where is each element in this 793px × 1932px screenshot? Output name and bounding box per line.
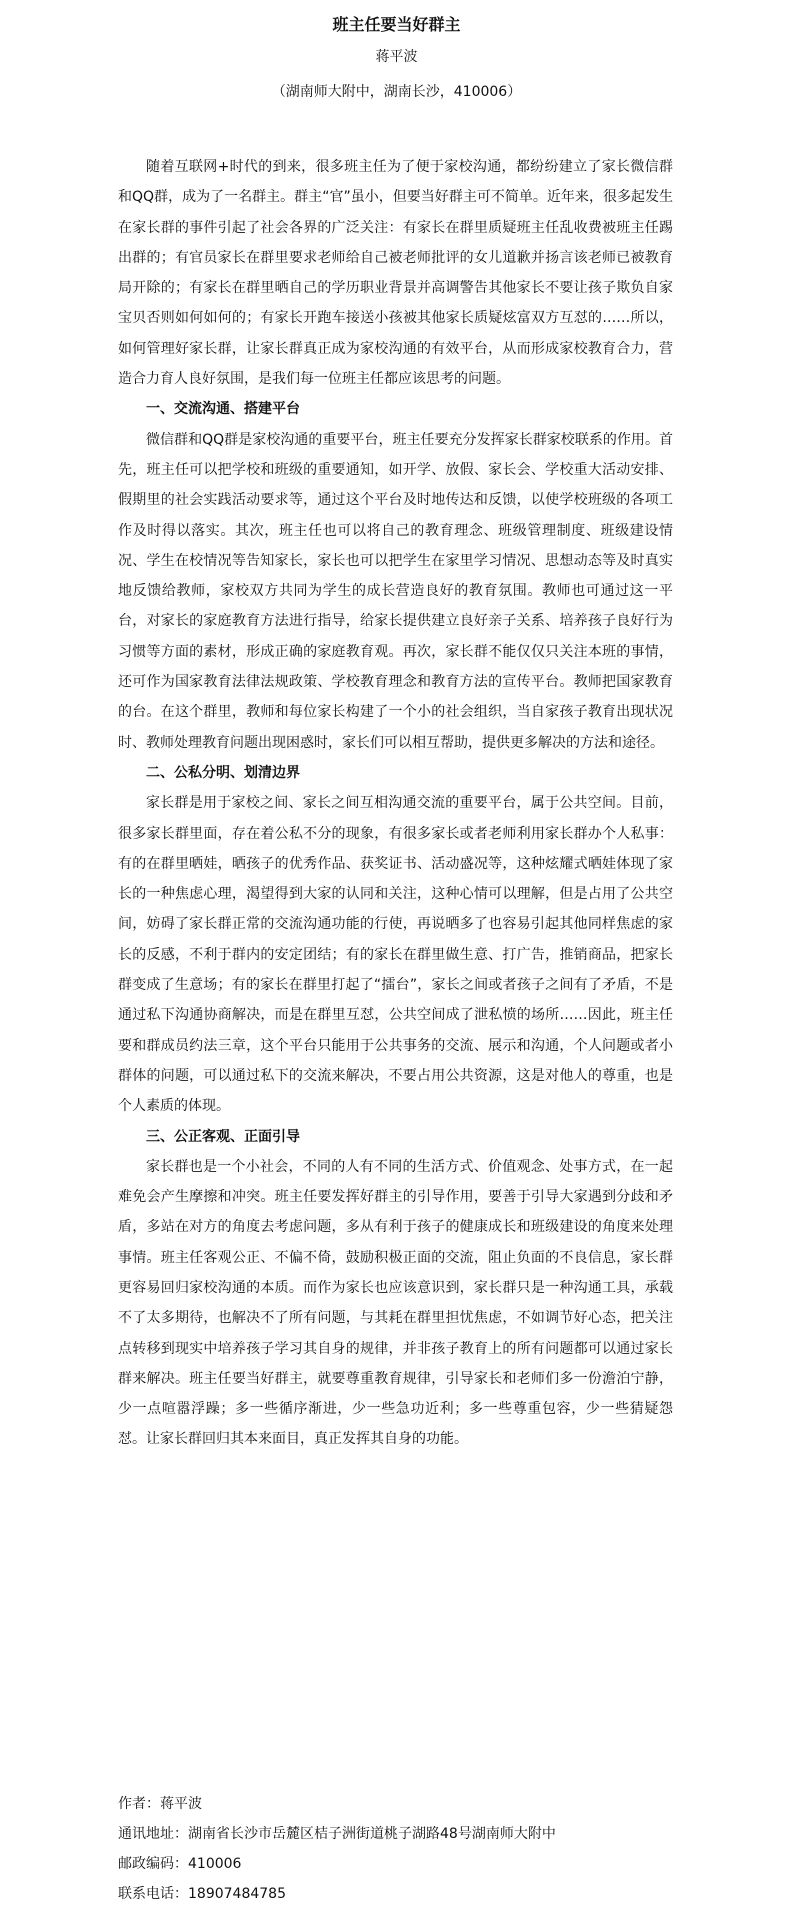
footer-phone-label: 联系电话：	[118, 1886, 188, 1902]
article-title: 班主任要当好群主	[332, 15, 461, 34]
footer-phone-value: 18907484785	[188, 1886, 286, 1902]
footer-address-line	[118, 1819, 738, 1849]
article-affiliation: （湖南师大附中，湖南长沙，410006）	[271, 84, 522, 100]
section-3-paragraph: 家长群也是一个小社会，不同的人有不同的生活方式、价值观念、处事方式，在一起难免会产生摩擦和冲突。班主任要发挥好群主的引导作用，要善于引导大家遇到分歧和矛盾，多站在对方的角度去考虑问题，多从有利于孩子的健康成长和班级建设的角度来处理事情。班主任客观公正、不偏不倚，鼓励积极正面的交流，阻止负面的不良信息，家长群更容易回归家校沟通的本质。而作为家长也应该意识到，家长群只是一种沟通工具，承载不了太多期待，也解决不了所有问题，与其耗在群里担忧焦虑，不如调节好心态，把关注点转移到现实中培养孩子学习其自身的规律，并非孩子教育上的所有问题都可以通过家长群来解决。班主任要当好群主，就要尊重教育规律，引导家长和老师们多一份澹泊宁静，少一点喧嚣浮躁；多一些循序渐进，少一些急功近利；多一些尊重包容，少一些猜疑怨怼。让家长群回归其本来面目，真正发挥其自身的功能。	[118, 1158, 673, 1448]
footer-postcode-value: 410006	[188, 1856, 242, 1872]
footer-phone-line	[118, 1879, 738, 1909]
footer-address-value: 湖南省长沙市岳麓区桔子洲街道桃子湖路48号湖南师大附中	[188, 1826, 556, 1842]
footer-postcode-line	[118, 1849, 738, 1879]
section-heading-2: 二、公私分明、划清边界	[146, 764, 300, 781]
section-1-paragraph: 微信群和QQ群是家校沟通的重要平台，班主任要充分发挥家长群家校联系的作用。首先，班主任可以把学校和班级的重要通知，如开学、放假、家长会、学校重大活动安排、假期里的社会实践活动要求等，通过这个平台及时地传达和反馈，以使学校班级的各项工作及时得以落实。其次，班主任也可以将自己的教育理念、班级管理制度、班级建设情况、学生在校情况等告知家长，家长也可以把学生在家里学习情况、思想动态等及时真实地反馈给教师，家校双方共同为学生的成长营造良好的教育氛围。教师也可通过这一平台，对家长的家庭教育方法进行指导，给家长提供建立良好亲子关系、培养孩子良好行为习惯等方面的素材，形成正确的家庭教育观。再次，家长群不能仅仅只关注本班的事情，还可作为国家教育法律法规政策、学校教育理念和教育方法的宣传平台。教师把国家教育的台。在这个群里，教师和每位家长构建了一个小的社会组织，当自家孩子教育出现状况时、教师处理教育问题出现困惑时，家长们可以相互帮助，提供更多解决的方法和途径。	[118, 431, 673, 751]
footer-author-line	[118, 1789, 738, 1819]
author-info	[118, 1789, 738, 1909]
footer-postcode-label: 邮政编码：	[118, 1856, 188, 1872]
footer-author-value: 蒋平波	[160, 1796, 202, 1812]
section-heading-1: 一、交流沟通、搭建平台	[146, 401, 300, 418]
article-body	[118, 152, 673, 1455]
section-2-paragraph: 家长群是用于家校之间、家长之间互相沟通交流的重要平台，属于公共空间。目前，很多家长群里面，存在着公私不分的现象，有很多家长或者老师利用家长群办个人私事：有的在群里晒娃，晒孩子的优秀作品、获奖证书、活动盛况等，这种炫耀式晒娃体现了家长的一种焦虑心理，渴望得到大家的认同和关注，这种心情可以理解，但是占用了公共空间，妨碍了家长群正常的交流沟通功能的行使，再说晒多了也容易引起其他同样焦虑的家长的反感，不利于群内的安定团结；有的家长在群里做生意、打广告，推销商品，把家长群变成了生意场；有的家长在群里打起了“擂台”，家长之间或者孩子之间有了矛盾，不是通过私下沟通协商解决，而是在群里互怼，公共空间成了泄私愤的场所……因此，班主任要和群成员约法三章，这个平台只能用于公共事务的交流、展示和沟通，个人问题或者小群体的问题，可以通过私下的交流来解决，不要占用公共资源，这是对他人的尊重，也是个人素质的体现。	[118, 795, 673, 1115]
intro-paragraph: 随着互联网+时代的到来，很多班主任为了便于家校沟通，都纷纷建立了家长微信群和QQ群，成为了一名群主。群主“官”虽小，但要当好群主可不简单。近年来，很多起发生在家长群的事件引起了社会各界的广泛关注：有家长在群里质疑班主任乱收费被班主任踢出群的；有官员家长在群里要求老师给自己被老师批评的女儿道歉并扬言该老师已被教育局开除的；有家长在群里晒自己的学历职业背景并高调警告其他家长不要让孩子欺负自家宝贝否则如何如何的；有家长开跑车接送小孩被其他家长质疑炫富双方互怼的……所以，如何管理好家长群，让家长群真正成为家校沟通的有效平台，从而形成家校教育合力，营造合力育人良好氛围，是我们每一位班主任都应该思考的问题。	[118, 159, 673, 388]
footer-author-label: 作者：	[118, 1796, 160, 1812]
section-heading-3: 三、公正客观、正面引导	[146, 1128, 300, 1145]
article-author: 蒋平波	[375, 49, 418, 65]
footer-address-label: 通讯地址：	[118, 1826, 188, 1842]
